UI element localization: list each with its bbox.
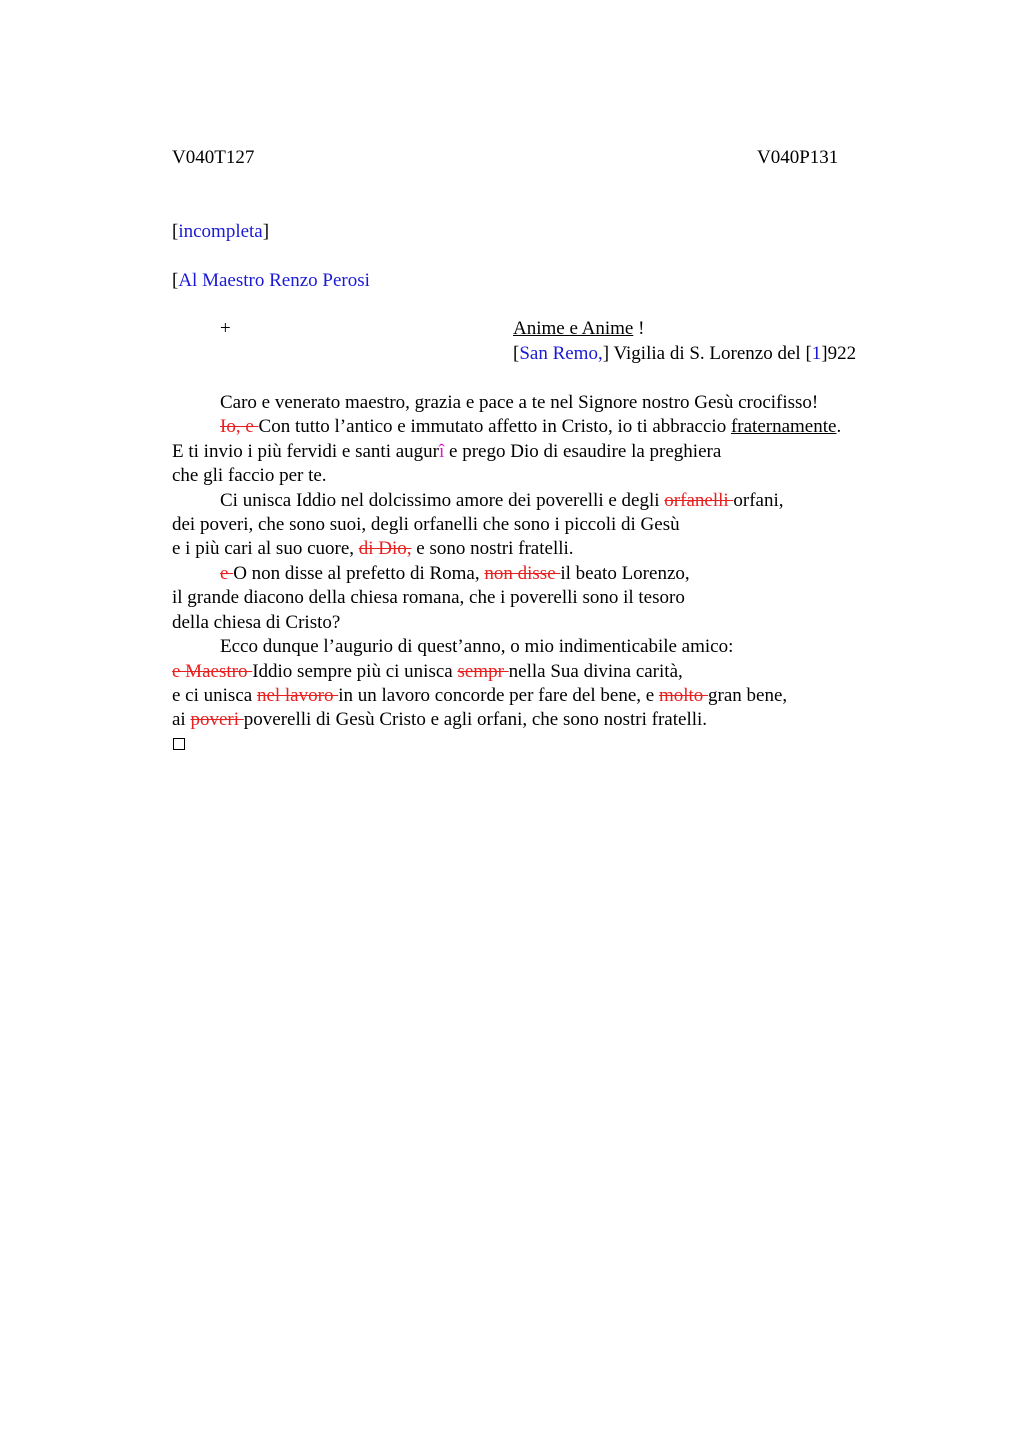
header-left-code: V040T127 (172, 147, 255, 168)
header-right-code: V040P131 (757, 147, 839, 168)
end-box-icon (173, 738, 185, 750)
status-note (172, 220, 269, 244)
body-line-7 (172, 537, 574, 561)
body-line-8 (220, 562, 690, 586)
body-text: Iddio sempre più ci unisca (252, 661, 458, 682)
recipient-line (172, 269, 370, 293)
body-text: e i più cari al suo cuore, (172, 538, 359, 559)
cross-mark: + (220, 318, 231, 339)
bracket-open: [ (513, 343, 520, 364)
body-text: O non disse al prefetto di Roma, (233, 563, 485, 584)
body-line-6: dei poveri, che sono suoi, degli orfanelli che sono i piccoli di Gesù (172, 514, 680, 535)
motto-suffix: ! (633, 318, 645, 339)
bracket-open: [ (172, 270, 179, 291)
deleted-text: nel lavoro (256, 685, 339, 706)
body-text: . (836, 416, 842, 437)
deleted-text: poveri (190, 709, 244, 730)
deleted-text: non disse (484, 563, 561, 584)
body-text: e ci unisca (172, 685, 257, 706)
body-text: in un lavoro concorde per fare del bene, e (338, 685, 659, 706)
body-line-1: Caro e venerato maestro, grazia e pace a te nel Signore nostro Gesù crocifisso! (220, 392, 819, 413)
status-text: incompleta (178, 221, 263, 242)
deleted-text: di Dio, (358, 538, 412, 559)
body-line-10: della chiesa di Cristo? (172, 612, 341, 633)
motto-line (513, 317, 644, 341)
body-text: e sono nostri fratelli. (411, 538, 574, 559)
body-line-14 (172, 708, 707, 732)
body-text: Con tutto l’antico e immutato affetto in Cristo, io ti abbraccio (258, 416, 731, 437)
recipient-text: Al Maestro Renzo Perosi (178, 270, 370, 291)
dateline-mid: ] Vigilia di S. Lorenzo del [ (602, 343, 812, 364)
body-line-3 (172, 440, 721, 464)
bracket-close: ] (262, 221, 270, 242)
deleted-text: sempr (457, 661, 509, 682)
body-text: orfani, (733, 490, 784, 511)
body-line-4: che gli faccio per te. (172, 465, 327, 486)
bracket-open: [ (172, 221, 179, 242)
body-line-2 (220, 415, 841, 439)
body-text: gran bene, (708, 685, 788, 706)
body-line-12 (172, 660, 683, 684)
motto-text: Anime e Anime (513, 318, 634, 339)
body-text: e prego Dio di esaudire la preghiera (444, 441, 722, 462)
body-text: Ci unisca Iddio nel dolcissimo amore dei poverelli e degli (220, 490, 665, 511)
body-text: nella Sua divina carità, (508, 661, 683, 682)
body-line-13 (172, 684, 787, 708)
body-text: E ti invio i più fervidi e santi augur (172, 441, 440, 462)
body-text: poverelli di Gesù Cristo e agli orfani, che sono nostri fratelli. (243, 709, 708, 730)
dateline (513, 342, 856, 366)
deleted-text: orfanelli (664, 490, 734, 511)
body-line-5 (220, 489, 784, 513)
dateline-tail: ]922 (821, 343, 857, 364)
deleted-text: Io, e (220, 416, 259, 437)
deleted-text: e Maestro (172, 661, 253, 682)
deleted-text: molto (658, 685, 709, 706)
body-line-9: il grande diacono della chiesa romana, che i poverelli sono il tesoro (172, 587, 685, 608)
deleted-text: e (220, 563, 234, 584)
body-text: ai (172, 709, 191, 730)
underlined-text: fraternamente (730, 416, 837, 437)
dateline-place: San Remo, (519, 343, 603, 364)
accent-char: î (439, 441, 445, 462)
body-line-11: Ecco dunque l’augurio di quest’anno, o mio indimenticabile amico: (220, 636, 734, 657)
body-text: il beato Lorenzo, (560, 563, 690, 584)
dateline-digit: 1 (811, 343, 822, 364)
